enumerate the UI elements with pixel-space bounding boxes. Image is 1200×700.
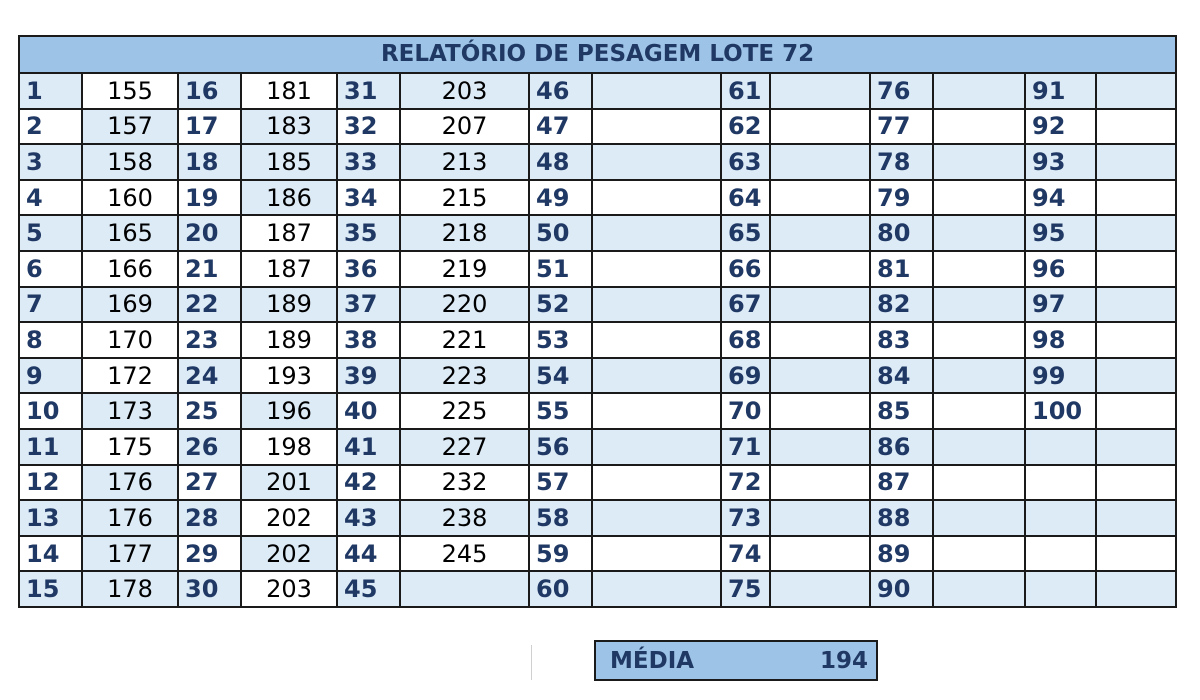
animal-number: 28 xyxy=(178,500,241,536)
animal-number: 13 xyxy=(19,500,82,536)
animal-number: 65 xyxy=(721,215,770,251)
weight-cell[interactable] xyxy=(1096,109,1176,145)
animal-number: 37 xyxy=(337,287,400,323)
weight-cell[interactable] xyxy=(1096,180,1176,216)
weight-cell[interactable] xyxy=(1096,215,1176,251)
weight-cell[interactable]: 169 xyxy=(82,287,178,323)
weight-cell[interactable]: 181 xyxy=(241,73,337,109)
animal-number: 20 xyxy=(178,215,241,251)
animal-number: 14 xyxy=(19,536,82,572)
weight-cell[interactable] xyxy=(592,465,721,501)
report-title: RELATÓRIO DE PESAGEM LOTE 72 xyxy=(19,36,1176,73)
animal-number: 21 xyxy=(178,251,241,287)
weight-cell[interactable] xyxy=(933,251,1025,287)
animal-number: 68 xyxy=(721,322,770,358)
weight-cell[interactable] xyxy=(770,215,870,251)
animal-number: 69 xyxy=(721,358,770,394)
animal-number: 32 xyxy=(337,109,400,145)
weight-cell[interactable]: 196 xyxy=(241,393,337,429)
weight-cell[interactable]: 220 xyxy=(400,287,529,323)
animal-number: 4 xyxy=(19,180,82,216)
animal-number: 17 xyxy=(178,109,241,145)
animal-number xyxy=(1025,571,1096,607)
weight-cell[interactable] xyxy=(592,358,721,394)
weight-cell[interactable] xyxy=(1096,251,1176,287)
weight-cell[interactable]: 203 xyxy=(400,73,529,109)
table-row xyxy=(19,251,1176,287)
animal-number: 45 xyxy=(337,571,400,607)
weight-cell[interactable] xyxy=(592,429,721,465)
weight-cell[interactable] xyxy=(933,358,1025,394)
weight-cell[interactable]: 189 xyxy=(241,322,337,358)
weight-cell[interactable] xyxy=(1096,322,1176,358)
weight-cell[interactable]: 221 xyxy=(400,322,529,358)
weight-cell[interactable] xyxy=(933,393,1025,429)
weight-cell[interactable]: 219 xyxy=(400,251,529,287)
animal-number: 44 xyxy=(337,536,400,572)
table-row xyxy=(19,358,1176,394)
table-row xyxy=(19,465,1176,501)
animal-number: 55 xyxy=(529,393,592,429)
weight-cell[interactable]: 175 xyxy=(82,429,178,465)
weight-cell[interactable]: 176 xyxy=(82,500,178,536)
animal-number: 53 xyxy=(529,322,592,358)
table-row xyxy=(19,500,1176,536)
weight-cell[interactable]: 201 xyxy=(241,465,337,501)
weight-cell[interactable] xyxy=(592,500,721,536)
table-row xyxy=(19,144,1176,180)
weight-cell[interactable]: 207 xyxy=(400,109,529,145)
animal-number: 96 xyxy=(1025,251,1096,287)
weight-cell[interactable] xyxy=(1096,287,1176,323)
weight-cell[interactable] xyxy=(933,109,1025,145)
weight-cell[interactable] xyxy=(933,287,1025,323)
animal-number: 19 xyxy=(178,180,241,216)
table-row xyxy=(19,536,1176,572)
animal-number: 34 xyxy=(337,180,400,216)
table-row xyxy=(19,322,1176,358)
animal-number: 3 xyxy=(19,144,82,180)
animal-number: 54 xyxy=(529,358,592,394)
weight-cell[interactable] xyxy=(770,73,870,109)
animal-number: 64 xyxy=(721,180,770,216)
weight-cell[interactable]: 165 xyxy=(82,215,178,251)
animal-number: 77 xyxy=(870,109,933,145)
animal-number: 86 xyxy=(870,429,933,465)
animal-number: 78 xyxy=(870,144,933,180)
weight-cell[interactable] xyxy=(933,215,1025,251)
weight-cell[interactable] xyxy=(592,322,721,358)
weight-cell[interactable] xyxy=(933,322,1025,358)
animal-number: 35 xyxy=(337,215,400,251)
weight-cell[interactable]: 183 xyxy=(241,109,337,145)
weight-cell[interactable] xyxy=(1096,571,1176,607)
animal-number: 31 xyxy=(337,73,400,109)
weight-cell[interactable] xyxy=(770,180,870,216)
animal-number: 40 xyxy=(337,393,400,429)
table-row xyxy=(19,287,1176,323)
weight-cell[interactable] xyxy=(770,393,870,429)
animal-number: 48 xyxy=(529,144,592,180)
animal-number: 24 xyxy=(178,358,241,394)
weight-cell[interactable] xyxy=(770,465,870,501)
animal-number: 83 xyxy=(870,322,933,358)
weight-cell[interactable] xyxy=(592,109,721,145)
animal-number xyxy=(1025,500,1096,536)
weight-cell[interactable]: 157 xyxy=(82,109,178,145)
animal-number: 33 xyxy=(337,144,400,180)
weight-cell[interactable]: 158 xyxy=(82,144,178,180)
animal-number: 87 xyxy=(870,465,933,501)
weight-cell[interactable]: 238 xyxy=(400,500,529,536)
average-label: MÉDIA xyxy=(610,647,695,674)
animal-number: 92 xyxy=(1025,109,1096,145)
weight-cell[interactable] xyxy=(770,358,870,394)
weight-cell[interactable]: 223 xyxy=(400,358,529,394)
animal-number: 63 xyxy=(721,144,770,180)
animal-number xyxy=(1025,465,1096,501)
animal-number: 16 xyxy=(178,73,241,109)
weight-cell[interactable] xyxy=(770,109,870,145)
table-row xyxy=(19,429,1176,465)
weight-cell[interactable]: 155 xyxy=(82,73,178,109)
animal-number xyxy=(1025,429,1096,465)
animal-number: 39 xyxy=(337,358,400,394)
weight-cell[interactable] xyxy=(770,144,870,180)
weight-cell[interactable] xyxy=(592,536,721,572)
animal-number: 56 xyxy=(529,429,592,465)
weight-cell[interactable] xyxy=(770,429,870,465)
animal-number: 5 xyxy=(19,215,82,251)
animal-number: 10 xyxy=(19,393,82,429)
animal-number: 66 xyxy=(721,251,770,287)
animal-number: 88 xyxy=(870,500,933,536)
animal-number: 94 xyxy=(1025,180,1096,216)
animal-number: 70 xyxy=(721,393,770,429)
weight-cell[interactable]: 218 xyxy=(400,215,529,251)
weight-cell[interactable] xyxy=(592,571,721,607)
animal-number: 75 xyxy=(721,571,770,607)
weight-cell[interactable] xyxy=(400,571,529,607)
animal-number: 46 xyxy=(529,73,592,109)
weight-cell[interactable] xyxy=(770,251,870,287)
average-value: 194 xyxy=(819,647,868,674)
table-row xyxy=(19,73,1176,109)
animal-number: 62 xyxy=(721,109,770,145)
average-summary xyxy=(594,640,878,681)
animal-number: 80 xyxy=(870,215,933,251)
animal-number: 76 xyxy=(870,73,933,109)
animal-number: 22 xyxy=(178,287,241,323)
weight-cell[interactable]: 187 xyxy=(241,215,337,251)
animal-number: 79 xyxy=(870,180,933,216)
weight-cell[interactable]: 187 xyxy=(241,251,337,287)
animal-number: 49 xyxy=(529,180,592,216)
weight-cell[interactable] xyxy=(1096,73,1176,109)
animal-number: 52 xyxy=(529,287,592,323)
animal-number: 84 xyxy=(870,358,933,394)
weight-cell[interactable] xyxy=(592,180,721,216)
weight-cell[interactable]: 178 xyxy=(82,571,178,607)
animal-number: 2 xyxy=(19,109,82,145)
animal-number: 15 xyxy=(19,571,82,607)
animal-number: 59 xyxy=(529,536,592,572)
animal-number: 47 xyxy=(529,109,592,145)
weight-cell[interactable] xyxy=(933,465,1025,501)
weight-cell[interactable] xyxy=(933,571,1025,607)
weight-cell[interactable]: 193 xyxy=(241,358,337,394)
table-row xyxy=(19,109,1176,145)
animal-number: 1 xyxy=(19,73,82,109)
weight-cell[interactable] xyxy=(1096,429,1176,465)
weight-cell[interactable]: 245 xyxy=(400,536,529,572)
animal-number xyxy=(1025,536,1096,572)
animal-number: 100 xyxy=(1025,393,1096,429)
weight-cell[interactable] xyxy=(1096,500,1176,536)
animal-number: 23 xyxy=(178,322,241,358)
animal-number: 30 xyxy=(178,571,241,607)
weight-cell[interactable] xyxy=(933,180,1025,216)
animal-number: 41 xyxy=(337,429,400,465)
animal-number: 27 xyxy=(178,465,241,501)
animal-number: 73 xyxy=(721,500,770,536)
animal-number: 93 xyxy=(1025,144,1096,180)
animal-number: 90 xyxy=(870,571,933,607)
animal-number: 26 xyxy=(178,429,241,465)
table-row xyxy=(19,215,1176,251)
animal-number: 82 xyxy=(870,287,933,323)
animal-number: 8 xyxy=(19,322,82,358)
animal-number: 98 xyxy=(1025,322,1096,358)
weight-cell[interactable] xyxy=(933,536,1025,572)
weight-cell[interactable] xyxy=(592,73,721,109)
weight-cell[interactable]: 202 xyxy=(241,536,337,572)
animal-number: 50 xyxy=(529,215,592,251)
weight-cell[interactable]: 186 xyxy=(241,180,337,216)
weight-cell[interactable] xyxy=(933,500,1025,536)
weight-cell[interactable] xyxy=(592,393,721,429)
weight-cell[interactable]: 203 xyxy=(241,571,337,607)
weighing-report-table xyxy=(18,35,1177,608)
weight-cell[interactable]: 225 xyxy=(400,393,529,429)
animal-number: 97 xyxy=(1025,287,1096,323)
weight-cell[interactable]: 215 xyxy=(400,180,529,216)
animal-number: 85 xyxy=(870,393,933,429)
weight-cell[interactable] xyxy=(770,536,870,572)
animal-number: 99 xyxy=(1025,358,1096,394)
animal-number: 74 xyxy=(721,536,770,572)
weight-cell[interactable] xyxy=(933,144,1025,180)
weight-cell[interactable] xyxy=(1096,536,1176,572)
weight-cell[interactable] xyxy=(592,287,721,323)
animal-number: 9 xyxy=(19,358,82,394)
animal-number: 58 xyxy=(529,500,592,536)
table-row xyxy=(19,571,1176,607)
weight-cell[interactable] xyxy=(770,500,870,536)
weight-cell[interactable]: 185 xyxy=(241,144,337,180)
animal-number: 72 xyxy=(721,465,770,501)
weight-cell[interactable] xyxy=(1096,144,1176,180)
weight-cell[interactable]: 198 xyxy=(241,429,337,465)
animal-number: 89 xyxy=(870,536,933,572)
animal-number: 60 xyxy=(529,571,592,607)
weight-cell[interactable] xyxy=(592,251,721,287)
animal-number: 57 xyxy=(529,465,592,501)
animal-number: 91 xyxy=(1025,73,1096,109)
table-row xyxy=(19,393,1176,429)
animal-number: 51 xyxy=(529,251,592,287)
weight-cell[interactable]: 232 xyxy=(400,465,529,501)
weight-cell[interactable] xyxy=(592,144,721,180)
animal-number: 43 xyxy=(337,500,400,536)
animal-number: 81 xyxy=(870,251,933,287)
weight-cell[interactable] xyxy=(592,215,721,251)
animal-number: 29 xyxy=(178,536,241,572)
weight-cell[interactable] xyxy=(770,287,870,323)
animal-number: 61 xyxy=(721,73,770,109)
weight-cell[interactable] xyxy=(933,429,1025,465)
animal-number: 42 xyxy=(337,465,400,501)
weight-cell[interactable]: 170 xyxy=(82,322,178,358)
weight-cell[interactable]: 227 xyxy=(400,429,529,465)
animal-number: 6 xyxy=(19,251,82,287)
weight-cell[interactable] xyxy=(1096,358,1176,394)
weight-cell[interactable] xyxy=(770,571,870,607)
gridline-divider xyxy=(531,645,532,680)
weight-cell[interactable]: 173 xyxy=(82,393,178,429)
weight-cell[interactable]: 172 xyxy=(82,358,178,394)
weight-cell[interactable]: 213 xyxy=(400,144,529,180)
weight-cell[interactable]: 166 xyxy=(82,251,178,287)
weight-cell[interactable] xyxy=(1096,465,1176,501)
animal-number: 95 xyxy=(1025,215,1096,251)
weight-cell[interactable]: 189 xyxy=(241,287,337,323)
animal-number: 38 xyxy=(337,322,400,358)
weight-cell[interactable]: 176 xyxy=(82,465,178,501)
weight-cell[interactable]: 160 xyxy=(82,180,178,216)
animal-number: 67 xyxy=(721,287,770,323)
animal-number: 18 xyxy=(178,144,241,180)
weight-cell[interactable] xyxy=(1096,393,1176,429)
animal-number: 12 xyxy=(19,465,82,501)
animal-number: 25 xyxy=(178,393,241,429)
animal-number: 7 xyxy=(19,287,82,323)
table-row xyxy=(19,180,1176,216)
weight-cell[interactable]: 202 xyxy=(241,500,337,536)
animal-number: 36 xyxy=(337,251,400,287)
animal-number: 11 xyxy=(19,429,82,465)
weight-cell[interactable]: 177 xyxy=(82,536,178,572)
weight-cell[interactable] xyxy=(933,73,1025,109)
animal-number: 71 xyxy=(721,429,770,465)
weight-cell[interactable] xyxy=(770,322,870,358)
